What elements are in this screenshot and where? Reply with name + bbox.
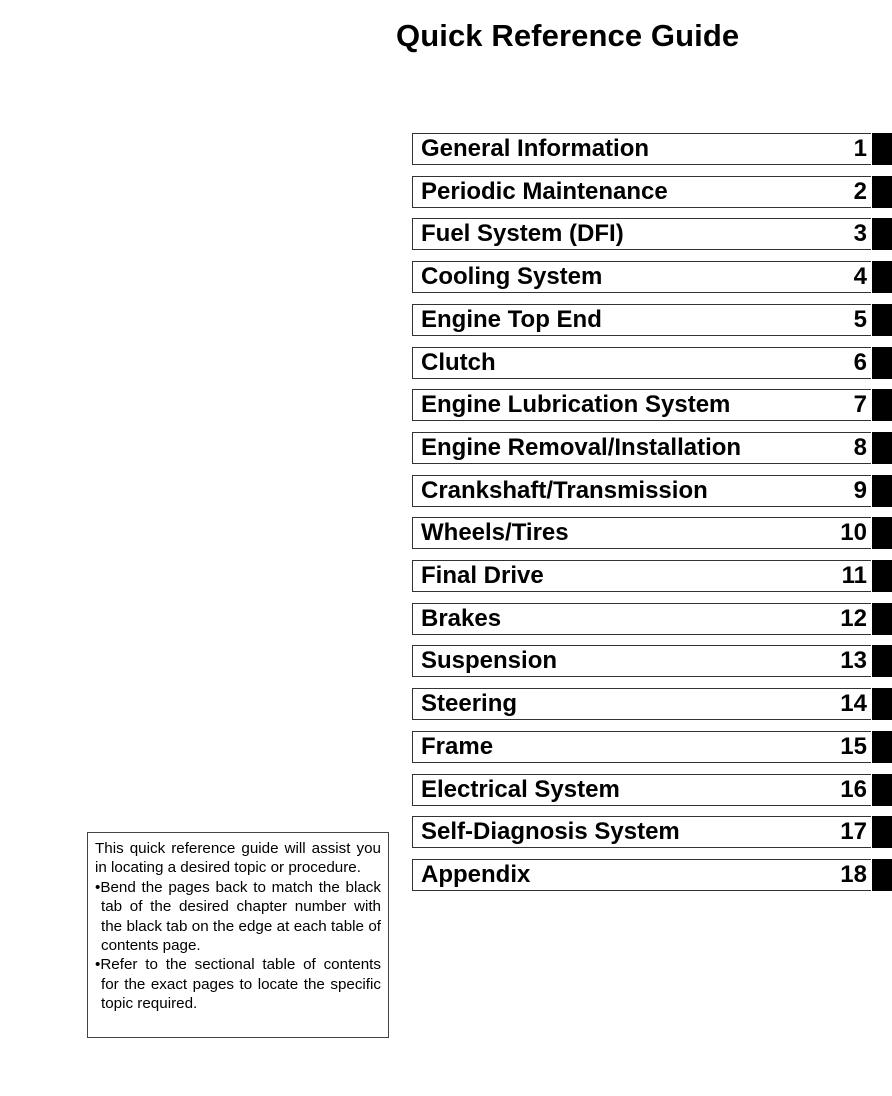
chapter-number: 15 [840, 732, 867, 760]
chapter-row-3[interactable] [412, 218, 892, 250]
chapter-number: 8 [853, 433, 867, 461]
chapter-label: Suspension [421, 647, 558, 675]
chapter-number: 3 [853, 220, 867, 248]
black-tab-marker [872, 560, 892, 592]
chapter-row-2[interactable] [412, 176, 892, 208]
chapter-row-13[interactable] [412, 645, 892, 677]
chapter-number: 16 [840, 775, 867, 803]
chapter-label: Engine Removal/Installation [421, 433, 742, 461]
chapter-label: Engine Lubrication System [421, 391, 731, 419]
black-tab-marker [872, 731, 892, 763]
black-tab-marker [872, 261, 892, 293]
chapter-row-7[interactable] [412, 389, 892, 421]
chapter-label: Electrical System [421, 775, 620, 803]
chapter-number: 6 [853, 348, 867, 376]
black-tab-marker [872, 176, 892, 208]
chapter-label: Fuel System (DFI) [421, 220, 624, 248]
chapter-number: 5 [853, 305, 867, 333]
black-tab-marker [872, 859, 892, 891]
black-tab-marker [872, 304, 892, 336]
chapter-label: Engine Top End [421, 305, 602, 333]
chapter-row-5[interactable] [412, 304, 892, 336]
chapter-row-14[interactable] [412, 688, 892, 720]
chapter-row-6[interactable] [412, 347, 892, 379]
chapter-label: Wheels/Tires [421, 519, 569, 547]
usage-note-box [87, 832, 389, 1038]
black-tab-marker [872, 347, 892, 379]
chapter-label: Frame [421, 732, 494, 760]
black-tab-marker [872, 774, 892, 806]
black-tab-marker [872, 816, 892, 848]
black-tab-marker [872, 432, 892, 464]
chapter-label: Crankshaft/Transmission [421, 476, 708, 504]
chapter-label: Cooling System [421, 263, 603, 291]
chapter-label: Steering [421, 690, 518, 718]
chapter-number: 4 [853, 263, 867, 291]
chapter-number: 9 [853, 476, 867, 504]
chapter-row-12[interactable] [412, 603, 892, 635]
page-title: Quick Reference Guide [396, 18, 740, 53]
black-tab-marker [872, 603, 892, 635]
chapter-label: General Information [421, 135, 650, 162]
black-tab-marker [872, 389, 892, 421]
chapter-label: Brakes [421, 604, 502, 632]
black-tab-marker [872, 218, 892, 250]
chapter-row-15[interactable] [412, 731, 892, 763]
black-tab-marker [872, 133, 892, 165]
chapter-row-17[interactable] [412, 816, 892, 848]
chapter-row-18[interactable] [412, 859, 892, 891]
chapter-number: 12 [840, 604, 867, 632]
chapter-number: 2 [853, 177, 867, 205]
chapter-label: Final Drive [421, 562, 544, 589]
black-tab-marker [872, 475, 892, 507]
chapter-row-9[interactable] [412, 475, 892, 507]
chapter-number: 14 [840, 690, 867, 718]
chapter-row-10[interactable] [412, 517, 892, 549]
chapter-label: Appendix [421, 860, 531, 888]
note-bullet-1: •Bend the pages back to match the black tab of the desired chapter number with the black tab on the edge at each table of contents page. [95, 878, 381, 955]
chapter-label: Clutch [421, 348, 496, 376]
chapter-row-16[interactable] [412, 774, 892, 806]
chapter-label: Self-Diagnosis System [421, 818, 680, 846]
chapter-number: 7 [853, 391, 867, 419]
note-intro: This quick reference guide will assist you in locating a desired topic or procedure. [95, 840, 381, 877]
chapter-number: 10 [840, 519, 867, 547]
chapter-row-8[interactable] [412, 432, 892, 464]
chapter-number: 18 [840, 860, 867, 888]
chapter-number: 17 [840, 818, 867, 846]
chapter-number: 13 [840, 647, 867, 675]
chapter-number: 11 [841, 562, 867, 589]
chapter-row-4[interactable] [412, 261, 892, 293]
note-bullet-2: •Refer to the sectional table of contents for the exact pages to locate the specific topic required. [95, 956, 381, 1013]
chapter-label: Periodic Maintenance [421, 177, 668, 205]
chapter-number: 1 [853, 135, 867, 162]
black-tab-marker [872, 688, 892, 720]
black-tab-marker [872, 645, 892, 677]
black-tab-marker [872, 517, 892, 549]
chapter-row-1[interactable] [412, 133, 892, 165]
chapter-row-11[interactable] [412, 560, 892, 592]
